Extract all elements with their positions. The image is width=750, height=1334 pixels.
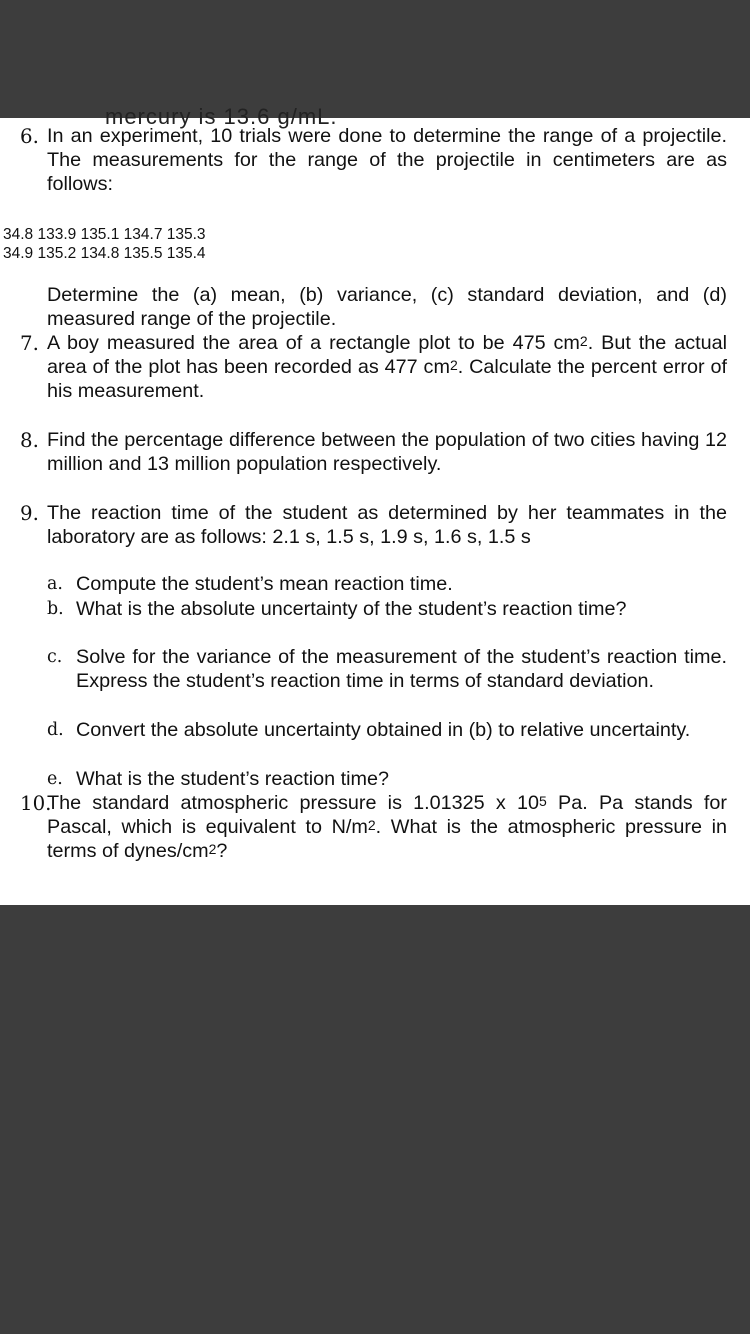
top-dark-bar [0, 0, 750, 118]
q7-superscript-2: 2 [449, 356, 458, 373]
q9-text: The reaction time of the student as determined by her teammates in the laboratory are as follows: 2.1 s, 1.5 s, 1.9 s, 1.6 s, 1.5 s [47, 502, 727, 548]
q9d-text: Convert the absolute uncertainty obtained in (b) to relative uncertainty. [76, 719, 691, 741]
q9a-label: a. [47, 574, 63, 594]
q10-superscript-2a: 2 [367, 816, 376, 833]
q9c-text: Solve for the variance of the measurement of the student’s reaction time. Express the student’s reaction time in terms of standard deviation. [76, 646, 727, 692]
q9e-text: What is the student’s reaction time? [76, 768, 389, 790]
q7-text-part-1: A boy measured the area of a rectangle plot to be 475 cm [47, 332, 580, 354]
q10-superscript-5: 5 [539, 793, 547, 809]
q6-text: In an experiment, 10 trials were done to determine the range of a projectile. The measurements for the range of the projectile in centimeters are as follows: [47, 125, 727, 195]
q10-text-part-4: ? [216, 839, 228, 862]
bottom-dark-bar [0, 905, 750, 1334]
q10-text-part-3: . What is the atmospheric pressure in terms of dynes/cm [47, 815, 727, 862]
q7-text-part-3: . Calculate the percent error of his measurement. [47, 355, 727, 402]
q7-superscript-1: 2 [579, 333, 588, 349]
q10-text-part-1: The standard atmospheric pressure is 1.01325 x 10 [47, 792, 540, 814]
q9e-label: e. [47, 769, 63, 789]
q6-data-row-1: 34.8 133.9 135.1 134.7 135.3 [3, 226, 206, 243]
q9-number: 9. [20, 502, 39, 525]
q7-text-part-2: . But the actual area of the plot has been recorded as 477 cm [47, 332, 727, 378]
cut-off-previous-line: mercury is 13.6 g/mL. [105, 104, 338, 129]
q6-number: 6. [20, 125, 39, 148]
q8-number: 8. [20, 429, 39, 452]
q9c-label: c. [47, 647, 63, 667]
q9b-text: What is the absolute uncertainty of the student’s reaction time? [76, 598, 627, 620]
q6-follow-text: Determine the (a) mean, (b) variance, (c) standard deviation, and (d) measured range of the projectile. [47, 284, 727, 330]
q9a-text: Compute the student’s mean reaction time. [76, 573, 453, 595]
q7-number: 7. [20, 332, 39, 355]
q9b-label: b. [47, 599, 64, 619]
q8-text: Find the percentage difference between the population of two cities having 12 million and 13 million population respectively. [47, 429, 727, 475]
q9d-label: d. [47, 720, 64, 740]
q10-text-part-2: Pa. Pa stands for Pascal, which is equivalent to N/m [47, 792, 727, 838]
q10-superscript-2b: 2 [208, 840, 217, 857]
q6-data-row-2: 34.9 135.2 134.8 135.5 135.4 [3, 245, 206, 262]
q10-text [47, 792, 727, 863]
q7-text [47, 332, 727, 403]
document-page [0, 104, 750, 905]
q10-number: 10. [20, 792, 52, 815]
